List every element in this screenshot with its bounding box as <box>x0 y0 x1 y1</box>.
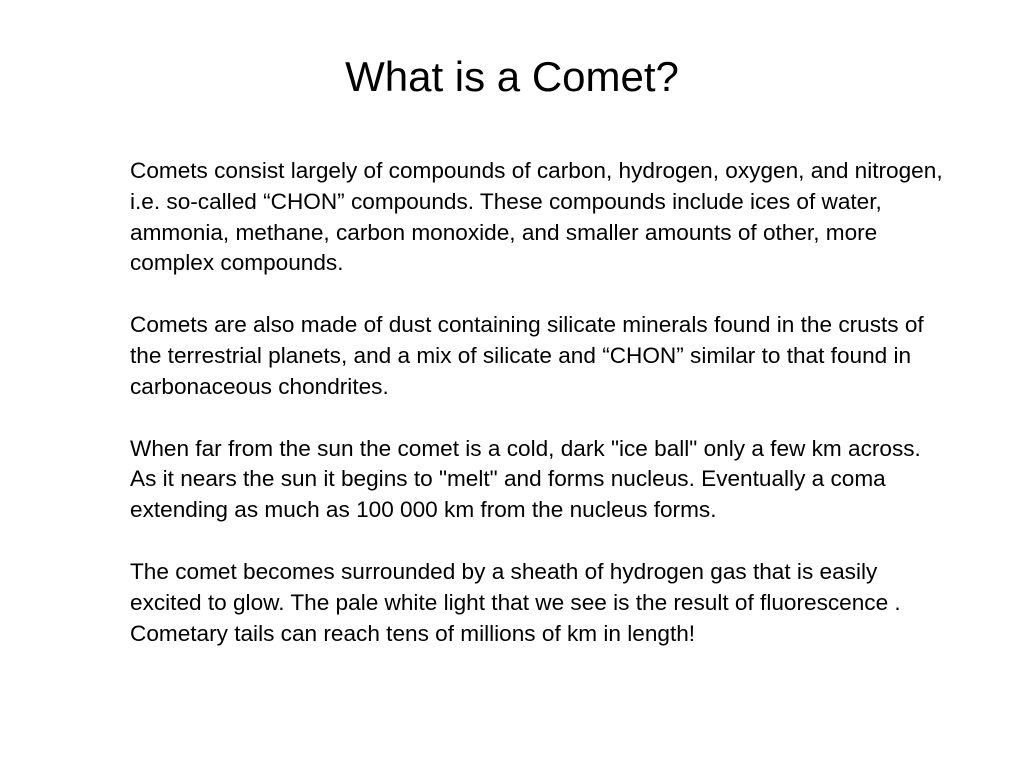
paragraph-dust: Comets are also made of dust containing silicate minerals found in the crusts of the terrestrial planets, and a mix of silicate and “CHON” similar to that found in carbonaceous chondrites. <box>130 312 924 399</box>
slide-title: What is a Comet? <box>345 53 679 100</box>
paragraph-hydrogen-sheath: The comet becomes surrounded by a sheath of hydrogen gas that is easily excited to glow. The pale white light that we see is the result of fluorescence . Cometary tails can reach tens of millions of km in length! <box>130 558 901 646</box>
slide-body <box>130 156 950 680</box>
paragraph-nucleus-coma: When far from the sun the comet is a cold, dark "ice ball" only a few km across. As it nears the sun it begins to "melt" and forms nucleus. Eventually a coma extending as much as 100 000 km from the nucleus forms. <box>130 435 921 523</box>
paragraph-composition: Comets consist largely of compounds of carbon, hydrogen, oxygen, and nitrogen, i.e. so-called “CHON” compounds. These compounds include ices of water, ammonia, methane, carbon monoxide, and smaller amounts of other, more complex compounds. <box>130 158 943 276</box>
